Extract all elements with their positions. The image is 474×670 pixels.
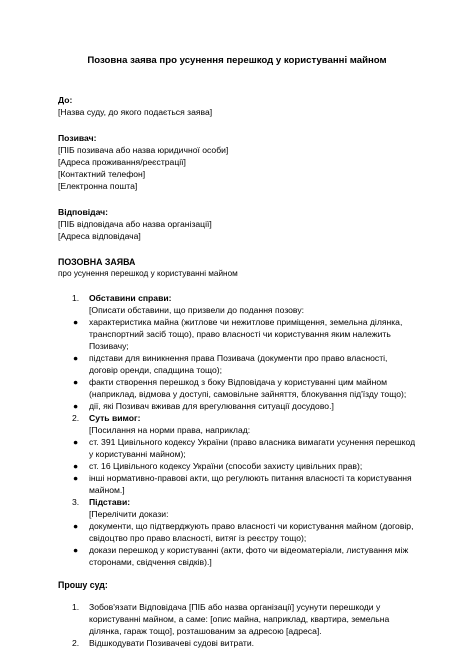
- section-note: [Описати обставини, що призвели до подання позову:: [89, 305, 304, 315]
- bullet-list: [58, 316, 416, 412]
- court-name-placeholder: [Назва суду, до якого подається заява]: [58, 107, 213, 117]
- request-text: Зобов'язати Відповідача [ПІБ або назва організації] усунути перешкоди у користуванні майном, а саме: [опис майна, наприклад, квартира, земельна ділянка, гараж тощо], розташованим за адресою [адреса].: [89, 602, 390, 636]
- bullet-icon: ●: [73, 401, 79, 411]
- bullet-icon: ●: [73, 353, 79, 363]
- list-item: ● документи, що підтверджують право власності чи користування майном (договір, свідоцтво про право власності, витяг із реєстру тощо);: [73, 521, 414, 543]
- section-circumstances: [58, 292, 416, 412]
- to-label: До:: [58, 95, 73, 105]
- plaintiff-address-placeholder: [Адреса проживання/реєстрації]: [58, 157, 186, 167]
- list-item: ● факти створення перешкод з боку Відповідача у користуванні цим майном (наприклад, відмова у доступі, самовільне зайняття, блокування під'їзду тощо);: [73, 377, 407, 399]
- request-text: Відшкодувати Позивачеві судові витрати.: [89, 638, 255, 648]
- bullet-icon: ●: [73, 521, 79, 531]
- plaintiff-name-placeholder: [ПІБ позивача або назва юридичної особи]: [58, 145, 229, 155]
- list-item: ● докази перешкод у користуванні (акти, фото чи відеоматеріали, листування між сторонами, свідчення свідків).]: [73, 545, 409, 567]
- section-claims: [58, 412, 416, 496]
- bullet-list: [58, 436, 416, 496]
- defendant-address-placeholder: [Адреса відповідача]: [58, 231, 141, 241]
- claim-heading: ПОЗОВНА ЗАЯВА: [58, 257, 136, 267]
- bullet-list: [58, 520, 416, 568]
- claim-sections: [58, 292, 416, 568]
- section-number: 2.: [72, 413, 80, 423]
- bullet-icon: ●: [73, 437, 79, 447]
- bullet-icon: ●: [73, 317, 79, 327]
- plaintiff-phone-placeholder: [Контактний телефон]: [58, 169, 146, 179]
- plaintiff-block: [58, 132, 416, 192]
- request-item: [58, 601, 416, 637]
- section-number: 1.: [72, 293, 80, 303]
- bullet-icon: ●: [73, 461, 79, 471]
- list-item: ● характеристика майна (житлове чи нежитлове приміщення, земельна ділянка, транспортний засіб тощо), право власності чи користування яким належить Позивачу;: [73, 317, 403, 351]
- list-item: ● інші нормативно-правові акти, що регулюють питання власності та користування майном.]: [73, 473, 412, 495]
- request-number: 1.: [72, 602, 80, 612]
- request-number: 2.: [72, 638, 80, 648]
- section-title: Підстави:: [89, 497, 131, 507]
- to-block: [58, 94, 416, 118]
- defendant-label: Відповідач:: [58, 207, 109, 217]
- request-label: Прошу суд:: [58, 580, 108, 590]
- section-grounds: [58, 496, 416, 568]
- bullet-icon: ●: [73, 545, 79, 555]
- section-note: [Перелічити докази:: [89, 509, 169, 519]
- section-title: Суть вимог:: [89, 413, 141, 423]
- document-title: Позовна заява про усунення перешкод у користуванні майном: [87, 55, 387, 66]
- section-note: [Посилання на норми права, наприклад:: [89, 425, 251, 435]
- plaintiff-label: Позивач:: [58, 133, 97, 143]
- bullet-icon: ●: [73, 377, 79, 387]
- request-item: [58, 637, 416, 649]
- list-item: ● дії, які Позивач вживав для врегулювання ситуації досудово.]: [73, 401, 334, 411]
- defendant-name-placeholder: [ПІБ відповідача або назва організації]: [58, 219, 212, 229]
- bullet-icon: ●: [73, 473, 79, 483]
- claim-subheading: про усунення перешкод у користуванні майном: [58, 269, 238, 278]
- list-item: ● ст. 391 Цивільного кодексу України (право власника вимагати усунення перешкод у користуванні майном);: [73, 437, 416, 459]
- defendant-block: [58, 206, 416, 242]
- section-title: Обставини справи:: [89, 293, 172, 303]
- plaintiff-email-placeholder: [Електронна пошта]: [58, 181, 138, 191]
- list-item: ● ст. 16 Цивільного кодексу України (способи захисту цивільних прав);: [73, 461, 363, 471]
- request-list: [58, 601, 416, 649]
- section-number: 3.: [72, 497, 80, 507]
- list-item: ● підстави для виникнення права Позивача (документи про право власності, договір оренди, спадщина тощо);: [73, 353, 388, 375]
